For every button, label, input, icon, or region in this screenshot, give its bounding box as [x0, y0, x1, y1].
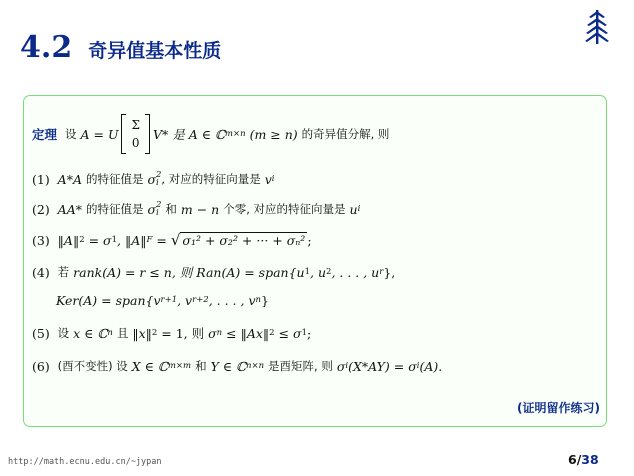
- property-1: (1) A*A 的特征值是 σ 2 i , 对应的特征向量是 v i: [32, 170, 275, 188]
- section-title: 奇异值基本性质: [88, 40, 222, 62]
- sigma-matrix: Σ 0: [121, 112, 149, 156]
- page-counter: 6/38: [568, 452, 599, 467]
- property-3: (3) ‖A‖ 2 = σ 1 , ‖A‖ F = √ σ₁² + σ₂² + ··· + σₙ² ;: [32, 231, 312, 249]
- square-root: √ σ₁² + σ₂² + ··· + σₙ²: [170, 231, 306, 249]
- footer-url[interactable]: http://math.ecnu.edu.cn/~jypan: [8, 457, 162, 467]
- property-4: (4) 若 rank(A) = r ≤ n, 则 Ran(A) = span{u 1 , u 2 , . . . , u r },: [32, 264, 396, 280]
- section-number: 4.2: [20, 30, 73, 65]
- ecnu-logo-icon: [584, 10, 610, 44]
- slide-title: [20, 30, 221, 74]
- property-5: (5) 设 x ∈ ℂ n 且 ‖x‖ 2 = 1, 则 σ n ≤ ‖Ax‖ 2 ≤ σ 1 ;: [32, 325, 312, 341]
- proof-note: (证明留作练习): [517, 401, 600, 415]
- property-6: (6) (酉不变性) 设 X ∈ ℂ m×m 和 Y ∈ ℂ n×n 是酉矩阵, 则 σ i (X*AY) = σ i (A).: [32, 358, 443, 374]
- property-4-kernel: Ker(A) = span{v r+1 , v r+2 , . . . , v n }: [56, 292, 269, 308]
- theorem-box: [23, 95, 607, 427]
- theorem-label: 定理: [32, 127, 58, 142]
- property-2: (2) AA* 的特征值是 σ 2 i 和 m − n 个零, 对应的特征向量是 u i: [32, 200, 361, 218]
- theorem-intro: 定理 设 A = U Σ 0 V* 是 A ∈ ℂ m×n (m ≥ n) 的奇异值分解, 则: [32, 112, 389, 156]
